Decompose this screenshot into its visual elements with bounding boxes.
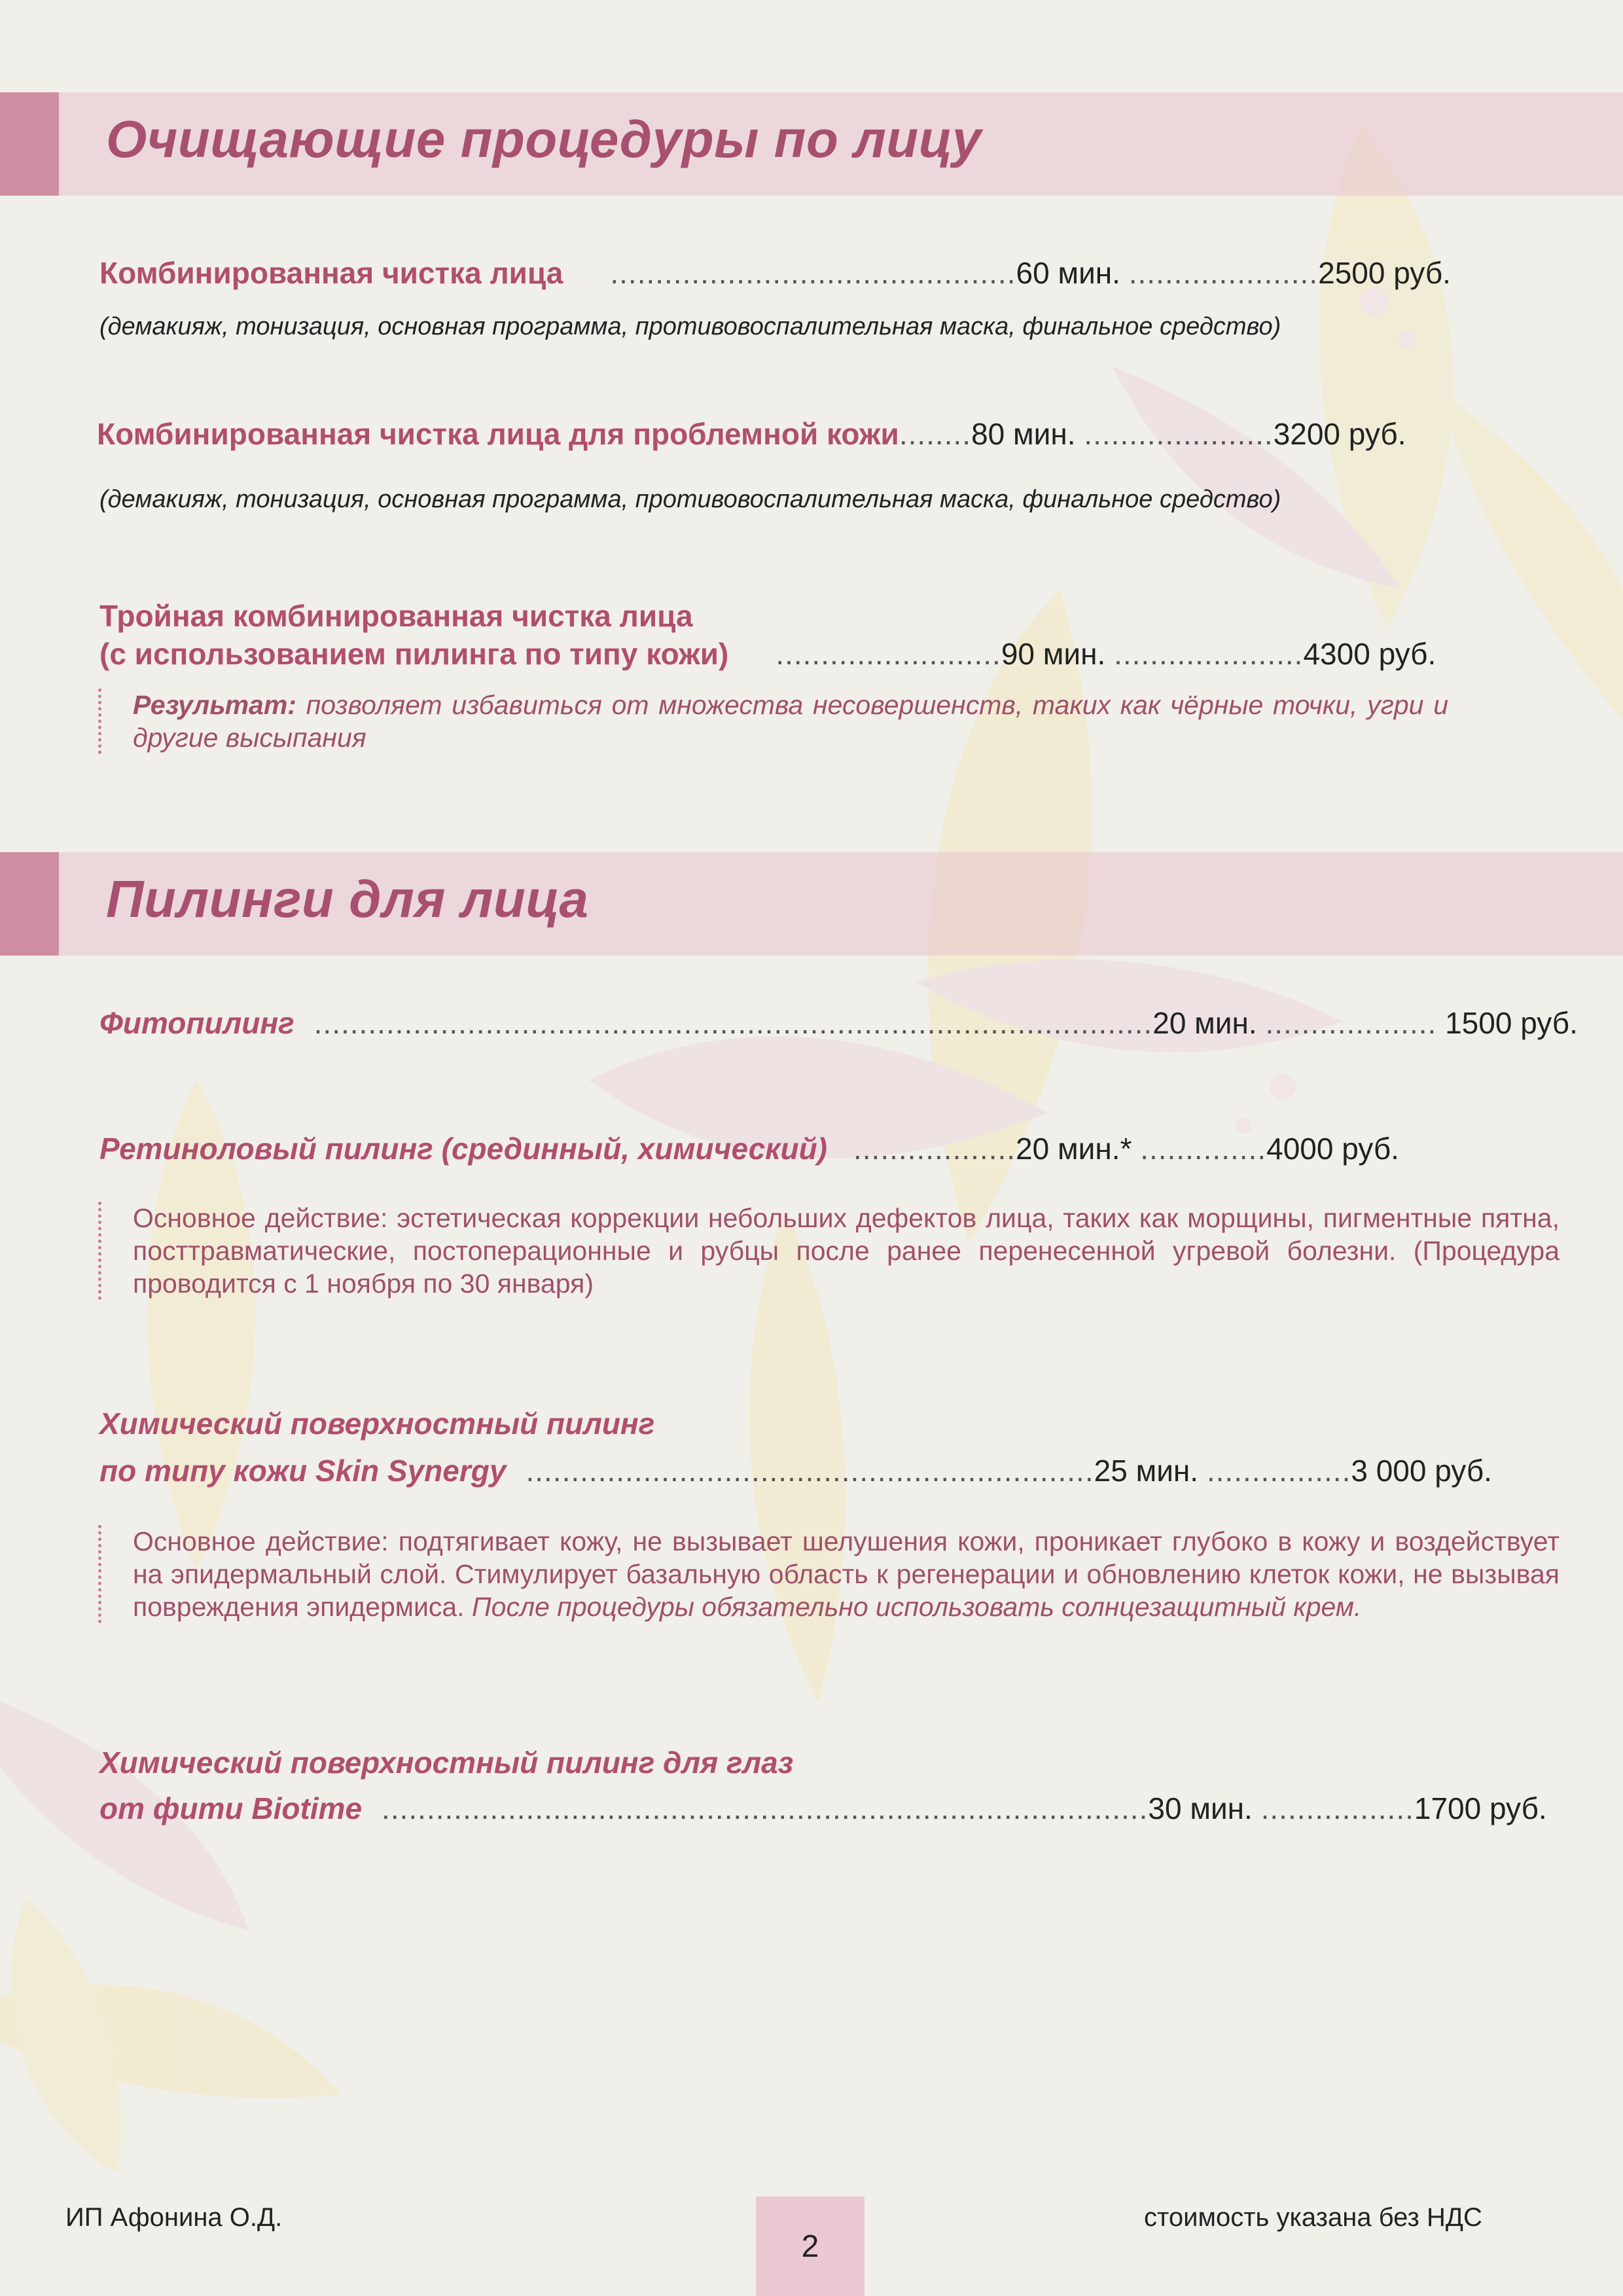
leader-dots: ..................... <box>1128 256 1319 290</box>
service-description: Основное действие: эстетическая коррекции небольших дефектов лица, таких как морщины, пигментные пятна, посттравматические, постоперационные и рубцы после ранее перенесенной угревой болезни. (Процедура проводится с 1 ноября по 30 января) <box>98 1202 1560 1300</box>
service-price: 4000 руб. <box>1266 1132 1399 1166</box>
service-row <box>99 1131 1399 1166</box>
service-name: Фитопилинг <box>99 1006 294 1040</box>
service-price: 2500 руб. <box>1318 256 1451 290</box>
section-header-cleansing <box>0 92 1623 196</box>
service-name-line1: Тройная комбинированная чистка лица <box>99 599 693 633</box>
section-title: Очищающие процедуры по лицу <box>106 110 982 168</box>
leader-dots: ............................................. <box>610 256 1016 290</box>
service-row <box>97 416 1406 452</box>
service-note: (демакияж, тонизация, основная программа, противовоспалительная маска, финальное средство) <box>99 313 1281 340</box>
service-description <box>98 1525 1560 1623</box>
service-name-line2: по типу кожи Skin Synergy <box>99 1454 507 1488</box>
leader-dots: ........ <box>899 417 972 451</box>
service-duration: 30 мин. <box>1148 1791 1253 1825</box>
page-number <box>756 2197 865 2296</box>
service-price: 1700 руб. <box>1414 1791 1547 1825</box>
service-price: 4300 руб. <box>1303 637 1436 671</box>
leader-dots: ..................... <box>1084 417 1274 451</box>
service-name: Комбинированная чистка лица <box>99 256 563 290</box>
service-result <box>98 689 1448 754</box>
leader-dots: ............................................................... <box>526 1454 1094 1488</box>
service-duration: 90 мин. <box>1001 637 1106 671</box>
service-note: (демакияж, тонизация, основная программа, противовоспалительная маска, финальное средство) <box>99 486 1281 513</box>
footer-company: ИП Афонина О.Д. <box>65 2203 283 2232</box>
service-duration: 20 мин. <box>1152 1006 1257 1040</box>
service-row <box>99 1453 1492 1488</box>
section-title: Пилинги для лица <box>106 870 589 928</box>
service-name-line2: (с использованием пилинга по типу кожи) <box>99 637 729 671</box>
section-header-peelings <box>0 852 1623 956</box>
description-text: Основное действие: подтягивает кожу, не вызывает шелушения кожи, проникает глубоко в кожу и воздействует на эпидермальный слой. Стимулирует базальную область к регенерации и обновлению клеток кожи, не вызывая повреждения эпидермиса. <box>133 1526 1560 1622</box>
service-price: 3 000 руб. <box>1351 1454 1492 1488</box>
leader-dots: ..................................................................................... <box>382 1791 1149 1825</box>
service-duration: 20 мин.* <box>1016 1132 1132 1166</box>
footer-vat-note: стоимость указана без НДС <box>1144 2203 1482 2232</box>
leader-dots: ................. <box>1260 1791 1414 1825</box>
page-number-text: 2 <box>801 2229 819 2264</box>
leader-dots: ............................................................................................. <box>313 1006 1153 1040</box>
leader-dots: .............. <box>1140 1132 1267 1166</box>
service-name-line2: от фити Biotime <box>99 1791 363 1825</box>
service-name-line1: Химический поверхностный пилинг <box>99 1407 655 1441</box>
leader-dots: ................... <box>1265 1006 1437 1040</box>
result-text: позволяет избавиться от множества несовершенств, таких как чёрные точки, угри и другие высыпания <box>133 690 1448 753</box>
service-duration: 80 мин. <box>971 417 1076 451</box>
service-row <box>99 255 1451 291</box>
service-name-line1: Химический поверхностный пилинг для глаз <box>99 1746 794 1780</box>
service-price: 3200 руб. <box>1273 417 1406 451</box>
leader-dots: ......................... <box>776 637 1001 671</box>
description-warning: После процедуры обязательно использовать солнцезащитный крем. <box>471 1592 1362 1622</box>
service-name: Ретиноловый пилинг (срединный, химический) <box>99 1132 827 1166</box>
section-accent-bar <box>0 852 59 956</box>
service-row <box>99 1791 1547 1826</box>
result-label: Результат: <box>133 690 296 720</box>
service-name: Комбинированная чистка лица для проблемной кожи <box>97 417 899 451</box>
leader-dots: ..................... <box>1114 637 1304 671</box>
service-price: 1500 руб. <box>1445 1006 1578 1040</box>
leader-dots: ................ <box>1206 1454 1351 1488</box>
service-row <box>99 1005 1578 1041</box>
service-duration: 60 мин. <box>1016 256 1120 290</box>
section-accent-bar <box>0 92 59 196</box>
leader-dots: .................. <box>853 1132 1016 1166</box>
service-row <box>99 636 1436 672</box>
service-duration: 25 мин. <box>1094 1454 1199 1488</box>
